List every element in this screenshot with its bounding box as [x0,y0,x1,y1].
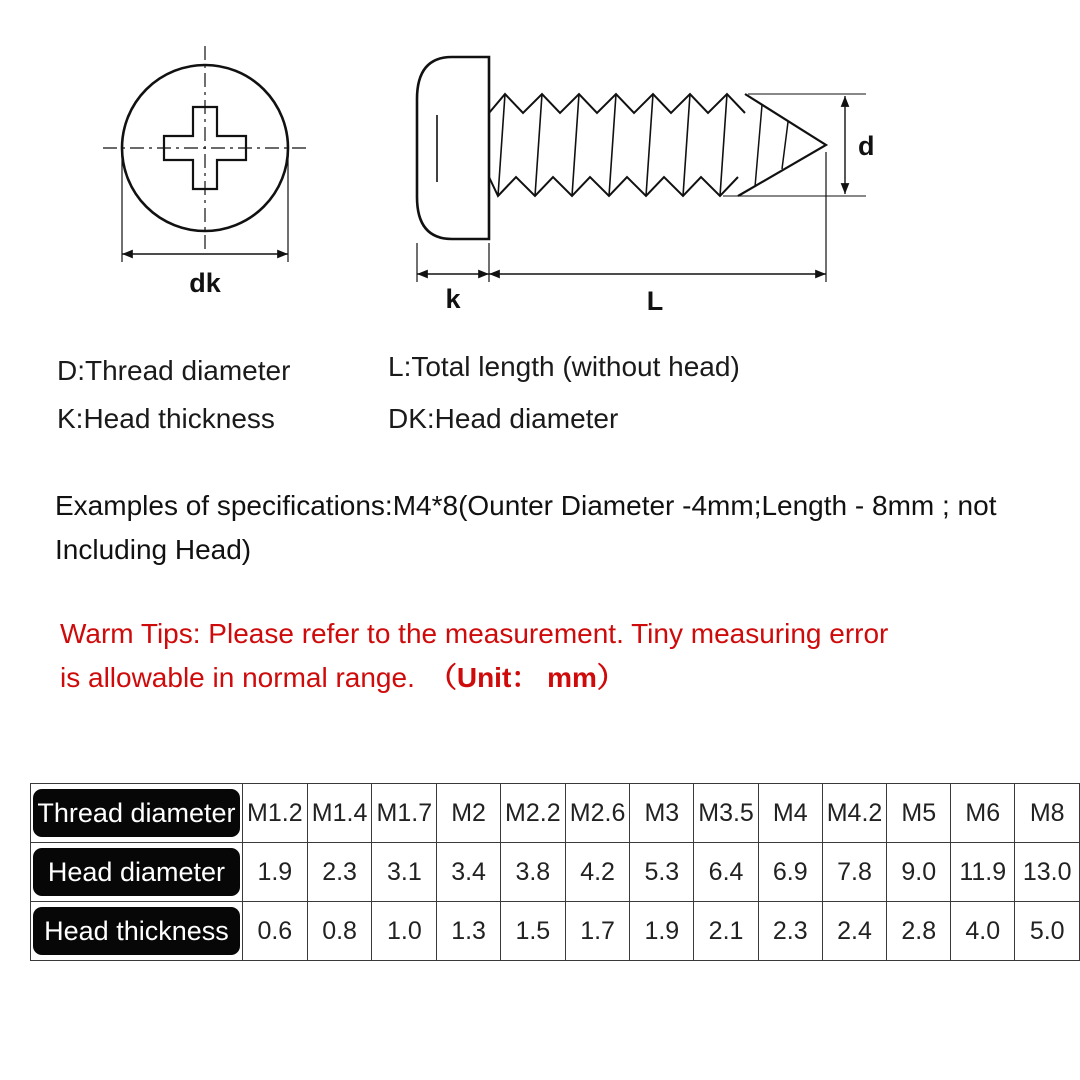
spec-table-wrapper [30,783,1080,961]
screw-head-profile [417,57,489,239]
table-cell: 5.0 [1015,902,1080,961]
screw-front-view [103,46,307,298]
definition-head-diameter: DK:Head diameter [388,403,619,434]
row-header-head-thickness: Head thickness [33,907,240,955]
table-cell: M1.7 [372,784,437,843]
table-cell: 4.0 [951,902,1015,961]
d-label: d [858,131,875,161]
table-cell: M4.2 [823,784,888,843]
screw-side-view [417,57,875,316]
center-lines [103,46,307,250]
table-cell: 3.1 [372,843,437,902]
table-cell: M4 [759,784,823,843]
row-header-head-diameter: Head diameter [33,848,240,896]
table-cell: M1.4 [308,784,373,843]
d-dimension [723,94,875,196]
table-cell: 1.7 [566,902,631,961]
table-cell: 13.0 [1015,843,1080,902]
diagram-svg [0,0,1080,330]
screw-threads [489,94,745,196]
warm-tips-line2 [60,656,888,700]
warm-tips-line1: Warm Tips: Please refer to the measurement. Tiny measuring error [60,618,889,649]
table-cell: 6.4 [694,843,759,902]
unit-note: （Unit： mm） [428,662,625,693]
table-cell: 2.3 [759,902,823,961]
table-cell: 3.8 [501,843,566,902]
table-cell: 0.6 [243,902,308,961]
screw-technical-drawing [0,0,1080,330]
table-cell: 1.5 [501,902,566,961]
table-row-thread-diameter [31,784,1080,843]
table-cell: 1.9 [243,843,308,902]
table-cell: M2 [437,784,501,843]
l-dimension [489,152,826,316]
table-cell: 6.9 [759,843,823,902]
table-cell: M1.2 [243,784,308,843]
table-cell: 3.4 [437,843,501,902]
table-cell: M2.6 [566,784,631,843]
table-cell: 2.4 [823,902,888,961]
table-cell: 4.2 [566,843,631,902]
table-cell: M8 [1015,784,1080,843]
dk-label: dk [189,268,221,298]
screw-tip [738,94,826,196]
row-header-thread-diameter: Thread diameter [33,789,240,837]
table-cell: M5 [887,784,951,843]
table-cell: M2.2 [501,784,566,843]
table-cell: M6 [951,784,1015,843]
definition-total-length: L:Total length (without head) [388,351,740,382]
spec-table [30,783,1080,961]
table-cell: 0.8 [308,902,373,961]
table-cell: 1.3 [437,902,501,961]
warm-tips-line2-text: is allowable in normal range. [60,662,415,693]
table-row-head-diameter [31,843,1080,902]
table-cell: 2.8 [887,902,951,961]
definition-thread-diameter: D:Thread diameter [57,355,291,386]
table-cell: 5.3 [630,843,694,902]
table-cell: M3 [630,784,694,843]
table-cell: 11.9 [951,843,1015,902]
table-cell: M3.5 [694,784,759,843]
k-dimension [417,243,489,314]
definition-head-thickness: K:Head thickness [57,403,275,434]
table-cell: 1.0 [372,902,437,961]
k-label: k [445,284,461,314]
warm-tips [60,612,888,700]
table-cell: 9.0 [887,843,951,902]
table-cell: 7.8 [823,843,888,902]
table-row-head-thickness [31,902,1080,961]
l-label: L [646,286,664,316]
table-cell: 2.3 [308,843,373,902]
table-cell: 1.9 [630,902,694,961]
specs-example-text: Examples of specifications:M4*8(Ounter Diameter -4mm;Length - 8mm ; not Including Head) [55,490,997,565]
table-cell: 2.1 [694,902,759,961]
